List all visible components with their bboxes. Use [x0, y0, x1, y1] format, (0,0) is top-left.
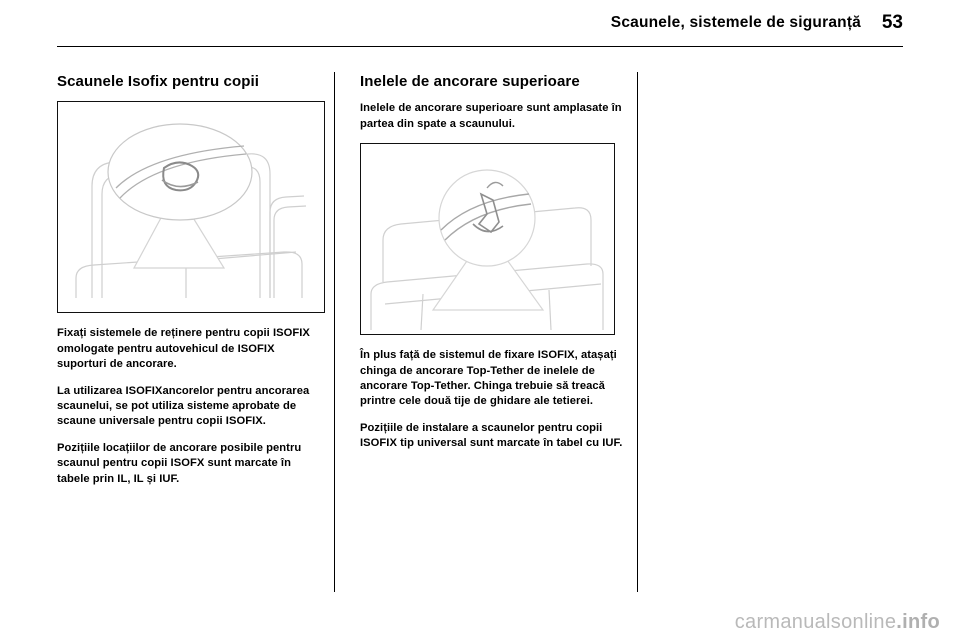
watermark-text: carmanualsonline [734, 611, 897, 633]
top-tether-anchor-illustration [360, 143, 615, 335]
watermark [735, 611, 940, 634]
page-number: 53 [881, 12, 903, 33]
column-left [57, 72, 325, 498]
paragraph: Pozițiile locațiilor de ancorare posibile pentru scaunul pentru copii ISOFX sunt marcate în tabele prin IL, IL și IUF. [57, 441, 302, 485]
paragraph: La utilizarea ISOFIXancorelor pentru ancorarea scaunelui, se pot utiliza sisteme aprobate de scaune universale pentru copii ISOFIX. [57, 384, 310, 428]
column-middle [360, 72, 628, 463]
section-title-top-tether: Inelele de ancorare superioare [360, 73, 580, 90]
header-title: Scaunele, sistemele de siguranță [610, 14, 861, 31]
column-divider-1 [334, 72, 335, 592]
paragraph: Pozițiile de instalare a scaunelor pentru copii ISOFIX tip universal sunt marcate în tabel cu IUF. [360, 421, 623, 450]
paragraph-intro: Inelele de ancorare superioare sunt amplasate în partea din spate a scaunului. [360, 102, 622, 130]
section-title-isofix: Scaunele Isofix pentru copii [57, 73, 260, 90]
paragraph: În plus față de sistemul de fixare ISOFIX, atașați chinga de ancorare Top-Tether de inelele de ancorare Top-Tether. Chinga trebuie să treacă printre cele două tije de ghidare ale tetierei. [360, 349, 617, 408]
column-divider-2 [637, 72, 638, 592]
page-header [57, 14, 903, 44]
header-rule [57, 46, 903, 47]
watermark-suffix: .info [896, 611, 940, 633]
isofix-child-seat-anchor-illustration [57, 101, 325, 313]
paragraph: Fixați sistemele de reținere pentru copii ISOFIX omologate pentru autovehicul de ISOFIX suporturi de ancorare. [57, 327, 310, 371]
